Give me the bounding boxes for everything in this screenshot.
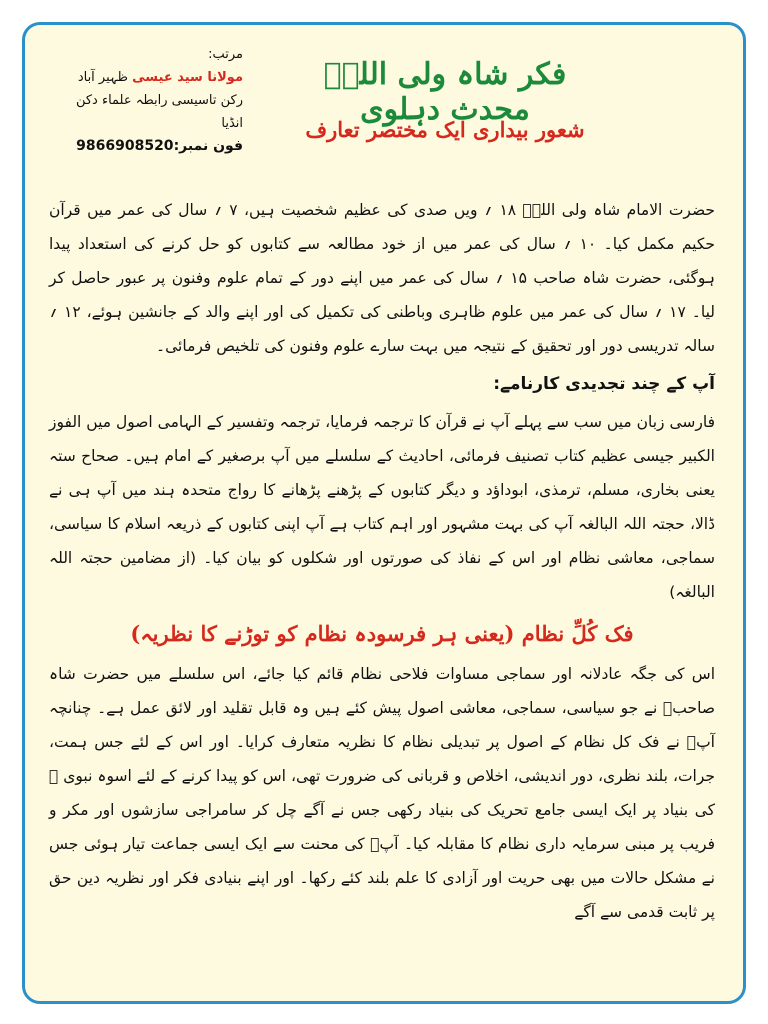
credit-label: مرتب: <box>208 47 243 62</box>
theory-title: فک کُلِّ نظام (یعنی ہر فرسودہ نظام کو توڑنے کا نظریہ) <box>130 621 634 646</box>
article-frame <box>22 22 746 1004</box>
phone-label: فون نمبر: <box>173 138 243 154</box>
intro-paragraph: حضرت الامام شاہ ولی اللہؒ ۱۸ ؍ ویں صدی کی عظیم شخصیت ہیں، ۷ ؍ سال کی عمر میں قرآن حکیم مکمل کیا۔ ۱۰ ؍ سال کی عمر میں از خود مطالعہ سے کتابوں کو حل کرنے کی استعداد پیدا ہوگئی، حضرت شاہ صاحب ۱۵ ؍ سال کی عمر میں اپنے دور کے تمام علوم وفنون پر عبور حاصل کر لیا۔ ۱۷ ؍ سال کی عمر میں علوم ظاہری وباطنی کی تکمیل کی اور اپنے والد کے جانشین ہوئے، ۱۲ ؍ سالہ تدریسی دور اور تحقیق کے نتیجہ میں بہت سارے علوم وفنون کی تلخیص فرمائی۔ <box>49 201 715 355</box>
achievements-heading: آپ کے چند تجدیدی کارنامے: <box>493 374 715 394</box>
phone-line <box>53 135 243 158</box>
achievements-paragraph: فارسی زبان میں سب سے پہلے آپ نے قرآن کا ترجمہ فرمایا، ترجمہ وتفسیر کے الہامی اصول میں الفوز الکبیر جیسی عظیم کتاب تصنیف فرمائی، احادیث کے سلسلے میں آپ برصغیر کے امام ہیں۔ صحاح ستہ یعنی بخاری، مسلم، ترمذی، ابوداؤد و دیگر کتابوں کے پڑھنے پڑھانے کا رواج متحدہ ہند میں آپ ہی نے ڈالا، حجتہ اللہ البالغہ آپ کی بہت مشہور اور اہم کتاب ہے آپ اپنی کتابوں کے ذریعہ اسلام کا سیاسی، سماجی، معاشی نظام اور اس کے نفاذ کی صورتوں اور شکلوں کو بیان کیا۔ (از مضامین حجتہ اللہ البالغہ) <box>49 413 715 601</box>
theory-paragraph: اس کی جگہ عادلانہ اور سماجی مساوات فلاحی نظام قائم کیا جائے، اس سلسلے میں حضرت شاہ صاحبؒ نے جو سیاسی، سماجی، معاشی اصول پیش کئے ہیں وہ قابل تقلید اور لائق عمل ہے۔ چنانچہ آپؒ نے فک کل نظام کے اصول پر تبدیلی نظام کا نظریہ متعارف کرایا۔ اور اس کے لئے جس ہمت، جرات، بلند نظری، دور اندیشی، اخلاص و قربانی کی ضرورت تھی، اس کو پیدا کرنے کے لئے اسوہ نبوی ﷺ کی بنیاد پر ایک ایسی جامع تحریک کی بنیاد رکھی جس نے آگے چل کر سامراجی سازشوں اور مکر و فریب پر مبنی سرمایہ داری نظام کا مقابلہ کیا۔ آپؒ کی محنت سے ایک ایسی جماعت تیار ہوئی جس نے مشکل حالات میں بھی حریت اور آزادی کا علم بلند کئے رکھا۔ اور اپنے بنیادی فکر اور نظریہ دین حق پر ثابت قدمی سے آگے <box>49 665 715 921</box>
author-role: رکن تاسیسی رابطہ علماء دکن انڈیا <box>75 93 243 131</box>
phone-number: 9866908520 <box>76 138 174 154</box>
author-name: مولانا سید عیسی <box>132 70 243 85</box>
author-line <box>53 66 243 89</box>
article-header <box>49 35 715 193</box>
article-title: فکر شاہ ولی اللہؒ محدث دہلوی <box>323 57 567 127</box>
article-page <box>25 25 743 1001</box>
article-subtitle: شعور بیداری ایک مختصر تعارف <box>305 117 585 142</box>
author-place: ظہیر آباد <box>77 70 128 85</box>
author-credit <box>53 43 243 158</box>
